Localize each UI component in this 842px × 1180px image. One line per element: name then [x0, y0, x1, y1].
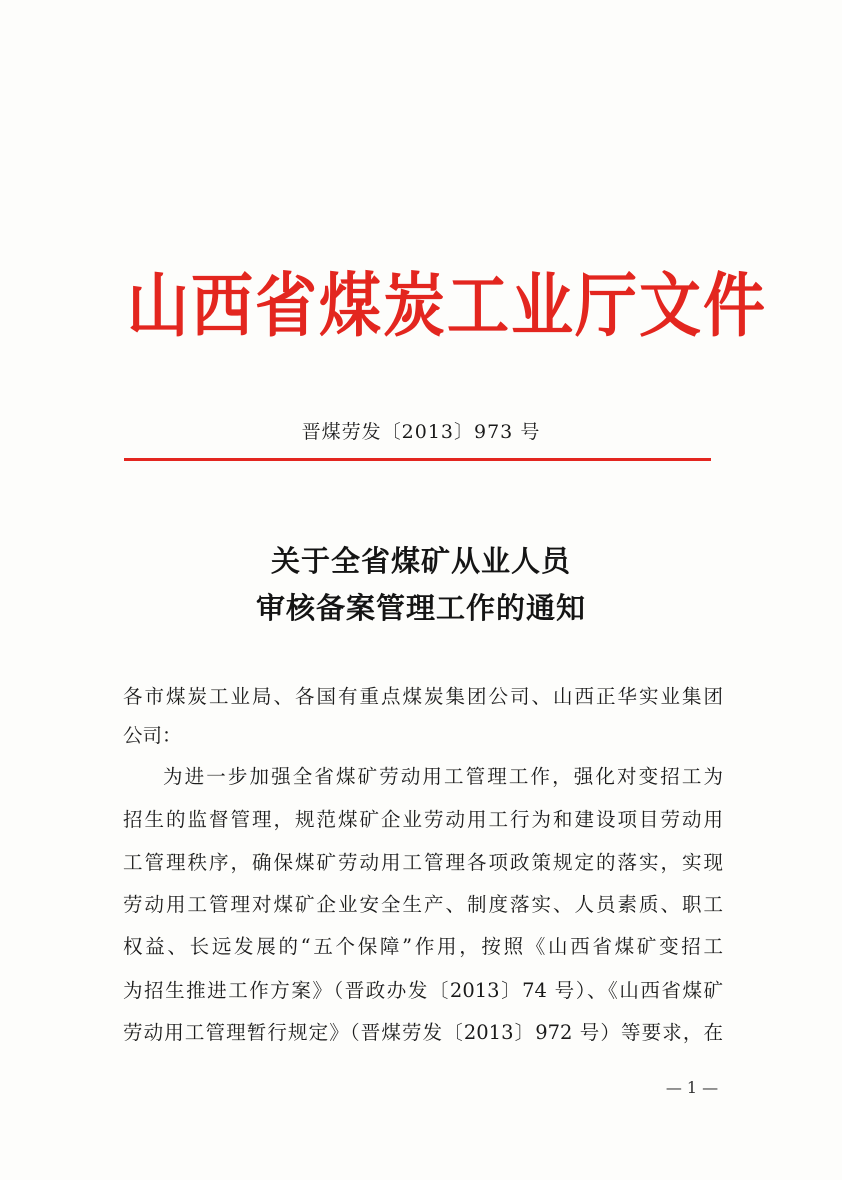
paragraph-line: 工管理秩序，确保煤矿劳动用工管理各项政策规定的落实，实现: [123, 851, 723, 874]
notice-title-line-1: 关于全省煤矿从业人员: [270, 544, 571, 578]
recipients-line-1: 各市煤炭工业局、各国有重点煤炭集团公司、山西正华实业集团: [123, 685, 723, 708]
document-number: 晋煤劳发〔2013〕973 号: [301, 421, 541, 443]
paragraph-line: 招生的监督管理，规范煤矿企业劳动用工行为和建设项目劳动用: [123, 808, 723, 831]
red-divider-line: [124, 458, 711, 461]
paragraph-line: 劳动用工管理暂行规定》（晋煤劳发〔2013〕972 号）等要求，在: [123, 1021, 723, 1044]
recipients-line-2: 公司：: [123, 724, 182, 747]
paragraph-line: 为招生推进工作方案》（晋政办发〔2013〕74 号）、《山西省煤矿: [123, 979, 723, 1002]
paragraph-line: 为进一步加强全省煤矿劳动用工管理工作，强化对变招工为: [163, 765, 723, 788]
notice-title-line-2: 审核备案管理工作的通知: [255, 591, 586, 625]
paragraph-line: 权益、长远发展的“五个保障”作用，按照《山西省煤矿变招工: [123, 935, 723, 958]
page-number: — 1 —: [665, 1078, 719, 1097]
paragraph-line: 劳动用工管理对煤矿企业安全生产、制度落实、人员素质、职工: [123, 893, 723, 916]
masthead-title: 山西省煤炭工业厅文件: [127, 264, 768, 347]
